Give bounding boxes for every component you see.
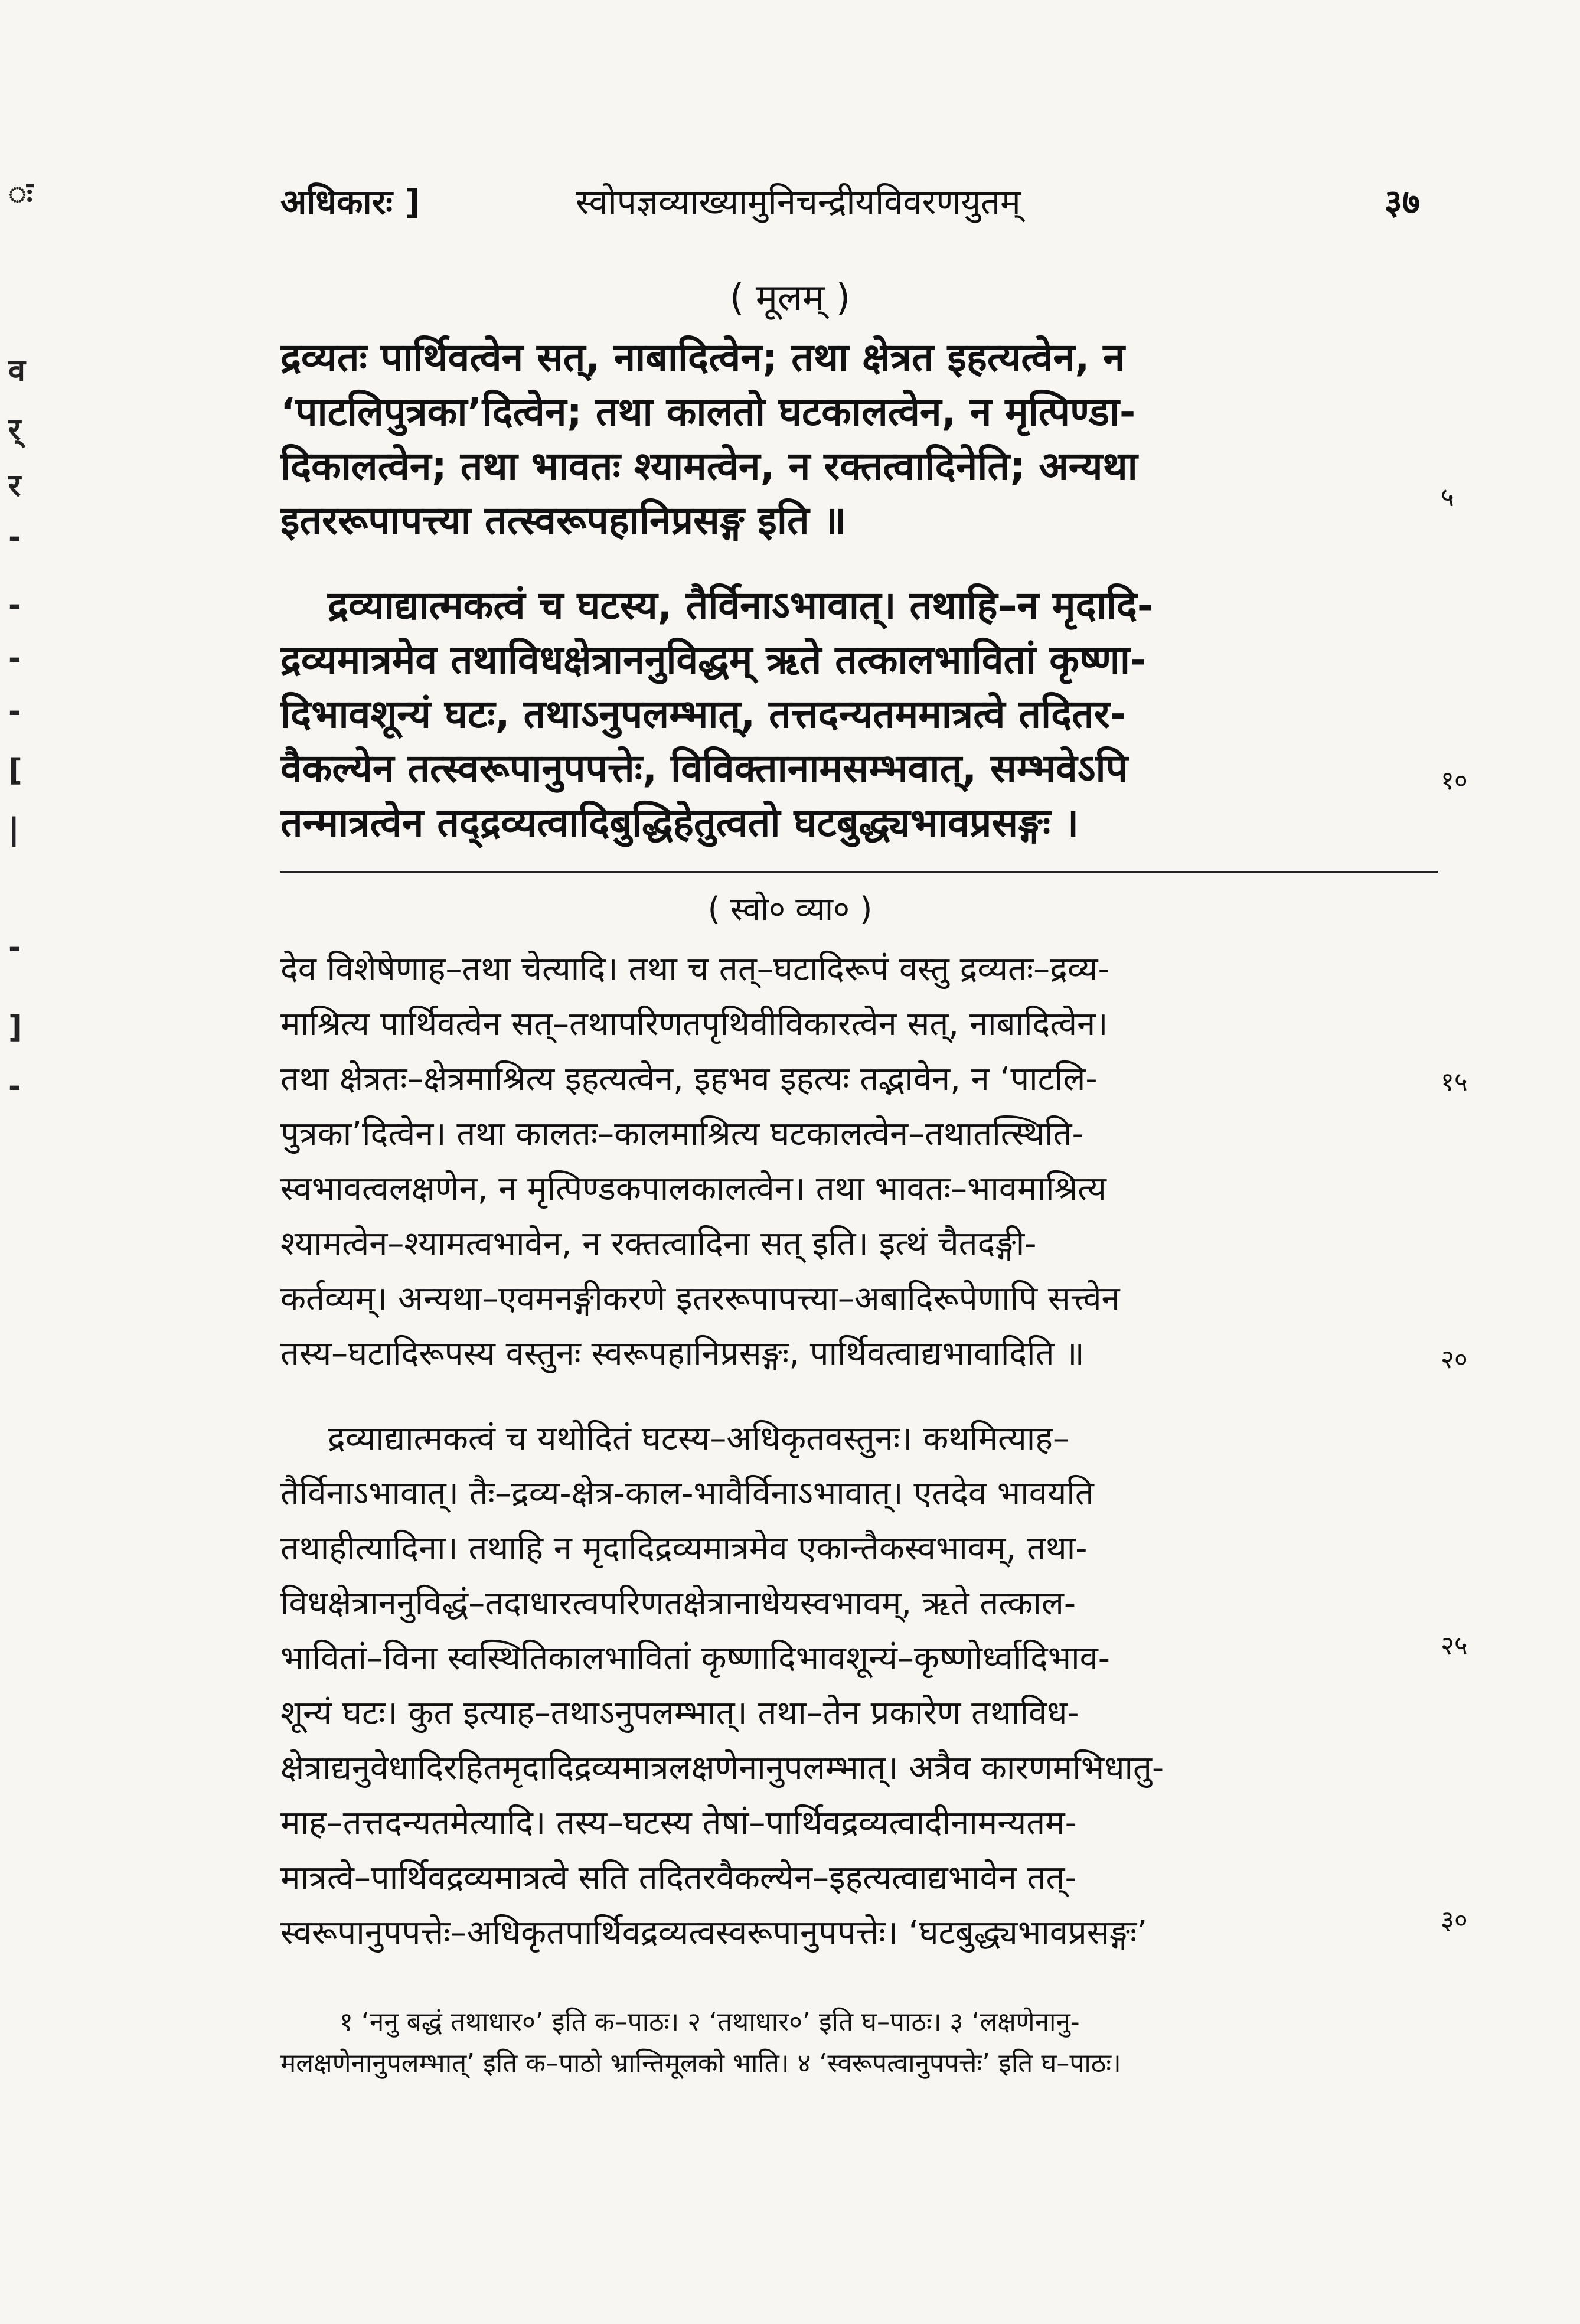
commentary-heading: ( स्वो० व्या० ) [707, 890, 873, 928]
text-line: दिभावशून्यं घटः, तथाऽनुपलम्भात्, तत्तदन्यतममात्रत्वे तदितर- [280, 691, 1127, 737]
text-line: तन्मात्रत्वेन तद्द्रव्यत्वादिबुद्धिहेतुत्वतो घटबुद्ध्यभावप्रसङ्गः । [280, 800, 1079, 846]
text-line: विधक्षेत्राननुविद्धं–तदाधारत्वपरिणतक्षेत्रानाधेयस्वभावम्, ऋते तत्काल- [280, 1584, 1076, 1623]
line-number: १० [1441, 766, 1468, 796]
header-chapter: अधिकारः ] [280, 182, 420, 222]
text-line: स्वभावत्वलक्षणेन, न मृत्पिण्डकपालकालत्वेन। तथा भावतः–भावमाश्रित्य [280, 1170, 1106, 1208]
text-line: तथाहीत्यादिना। तथाहि न मृदादिद्रव्यमात्रमेव एकान्तैकस्वभावम्, तथा- [280, 1529, 1088, 1568]
text-line: दिकालत्वेन; तथा भावतः श्यामत्वेन, न रक्तत्वादिनेति; अन्यथा [280, 443, 1138, 489]
margin-scrap: - [8, 930, 21, 965]
line-number: २० [1441, 1344, 1468, 1375]
section-divider [280, 871, 1438, 873]
margin-scrap: र् [8, 412, 21, 448]
margin-scrap: ः [8, 176, 33, 211]
margin-scrap: व [8, 353, 25, 389]
root-heading: ( मूलम् ) [730, 276, 850, 319]
page-number: ३७ [1384, 182, 1420, 222]
text-line: भावितां–विना स्वस्थितिकालभावितां कृष्णादिभावशून्यं–कृष्णोर्ध्वादिभाव- [280, 1639, 1111, 1677]
text-line: क्षेत्राद्यनुवेधादिरहितमृदादिद्रव्यमात्रलक्षणेनानुपलम्भात्। अत्रैव कारणमभिधातु- [280, 1749, 1164, 1787]
text-line: मात्रत्वे–पार्थिवद्रव्यमात्रत्वे सति तदितरवैकल्येन–इहत्यत्वाद्यभावेन तत्- [280, 1859, 1077, 1897]
margin-scrap: - [8, 1069, 21, 1104]
text-line: इतररूपापत्त्या तत्स्वरूपहानिप्रसङ्ग इति ॥ [280, 498, 847, 543]
text-line: माह–तत्तदन्यतमेत्यादि। तस्य–घटस्य तेषां–पार्थिवद्रव्यत्वादीनामन्यतम- [280, 1804, 1077, 1842]
root-paragraph [280, 579, 1438, 850]
text-line: माश्रित्य पार्थिवत्वेन सत्–तथापरिणतपृथिवीविकारत्वेन सत्, नाबादित्वेन। [280, 1005, 1108, 1043]
line-number: ३० [1441, 1905, 1468, 1935]
text-line: तथा क्षेत्रतः–क्षेत्रमाश्रित्य इहत्यत्वेन, इहभव इहत्यः तद्भावेन, न ‘पाटलि- [280, 1060, 1098, 1098]
line-number: ५ [1441, 482, 1454, 513]
margin-scrap: - [8, 587, 21, 623]
margin-scrap: - [8, 694, 21, 729]
text-line: पुत्रका’दित्वेन। तथा कालतः–कालमाश्रित्य घटकालत्वेन–तथातत्स्थिति- [280, 1115, 1084, 1153]
text-line: श्यामत्वेन–श्यामत्वभावेन, न रक्तत्वादिना सत् इति। इत्थं चैतदङ्गी- [280, 1225, 1037, 1263]
margin-scrap: - [8, 641, 21, 676]
commentary-text [280, 942, 1438, 1381]
text-line: वैकल्येन तत्स्वरूपानुपपत्तेः, विविक्तानामसम्भवात्, सम्भवेऽपि [280, 746, 1128, 791]
text-line: द्रव्यमात्रमेव तथाविधक्षेत्राननुविद्धम् ऋते तत्कालभावितां कृष्णा- [280, 637, 1147, 683]
text-line: शून्यं घटः। कुत इत्याह–तथाऽनुपलम्भात्। तथा–तेन प्रकारेण तथाविध- [280, 1694, 1079, 1732]
running-header [280, 177, 1420, 230]
header-title: स्वोपज्ञव्याख्यामुनिचन्द्रीयविवरणयुतम् [576, 182, 1021, 222]
text-line: द्रव्यतः पार्थिवत्वेन सत्, नाबादित्वेन; तथा क्षेत्रत इहत्यत्वेन, न [280, 335, 1125, 380]
footnote-line: १ ‘ननु बद्धं तथाधार०’ इति क–पाठः। २ ‘तथाधार०’ इति घ–पाठः। ३ ‘लक्षणेनानु- [339, 2007, 1080, 2037]
line-number: १५ [1441, 1067, 1468, 1097]
text-line: देव विशेषेणाह–तथा चेत्यादि। तथा च तत्–घटादिरूपं वस्तु द्रव्यतः–द्रव्य- [280, 950, 1110, 988]
root-text [280, 331, 1438, 548]
text-line: तैर्विनाऽभावात्। तैः–द्रव्य-क्षेत्र-काल-भावैर्विनाऽभावात्। एतदेव भावयति [280, 1474, 1094, 1513]
margin-scrap: - [8, 520, 21, 555]
text-line: द्रव्याद्यात्मकत्वं च घटस्य, तैर्विनाऽभावात्। तथाहि–न मृदादि- [328, 583, 1154, 628]
footnote-line: मलक्षणेनानुपलम्भात्’ इति क–पाठो भ्रान्तिमूलको भाति। ४ ‘स्वरूपत्वानुपपत्तेः’ इति घ–पाठः। [280, 2048, 1121, 2078]
text-line: द्रव्याद्यात्मकत्वं च यथोदितं घटस्य–अधिकृतवस्तुनः। कथमित्याह– [328, 1419, 1069, 1458]
text-line: तस्य–घटादिरूपस्य वस्तुनः स्वरूपहानिप्रसङ्गः, पार्थिवत्वाद्यभावादिति ॥ [280, 1334, 1085, 1373]
margin-scrap: ] [8, 1010, 22, 1045]
footnotes [280, 2002, 1438, 2084]
text-line: स्वरूपानुपपत्तेः–अधिकृतपार्थिवद्रव्यत्वस्वरूपानुपपत्तेः। ‘घटबुद्ध्यभावप्रसङ्गः’ [280, 1914, 1148, 1952]
commentary-paragraph [280, 1411, 1438, 1960]
margin-scrap: र [8, 468, 21, 504]
text-line: कर्तव्यम्। अन्यथा–एवमनङ्गीकरणे इतररूपापत्त्या–अबादिरूपेणापि सत्त्वेन [280, 1279, 1120, 1318]
text-line: ‘पाटलिपुत्रका’दित्वेन; तथा कालतो घटकालत्वेन, न मृत्पिण्डा- [280, 389, 1136, 435]
line-number: २५ [1441, 1631, 1468, 1661]
margin-scrap: [ [8, 753, 22, 788]
margin-scrap: | [8, 812, 19, 847]
